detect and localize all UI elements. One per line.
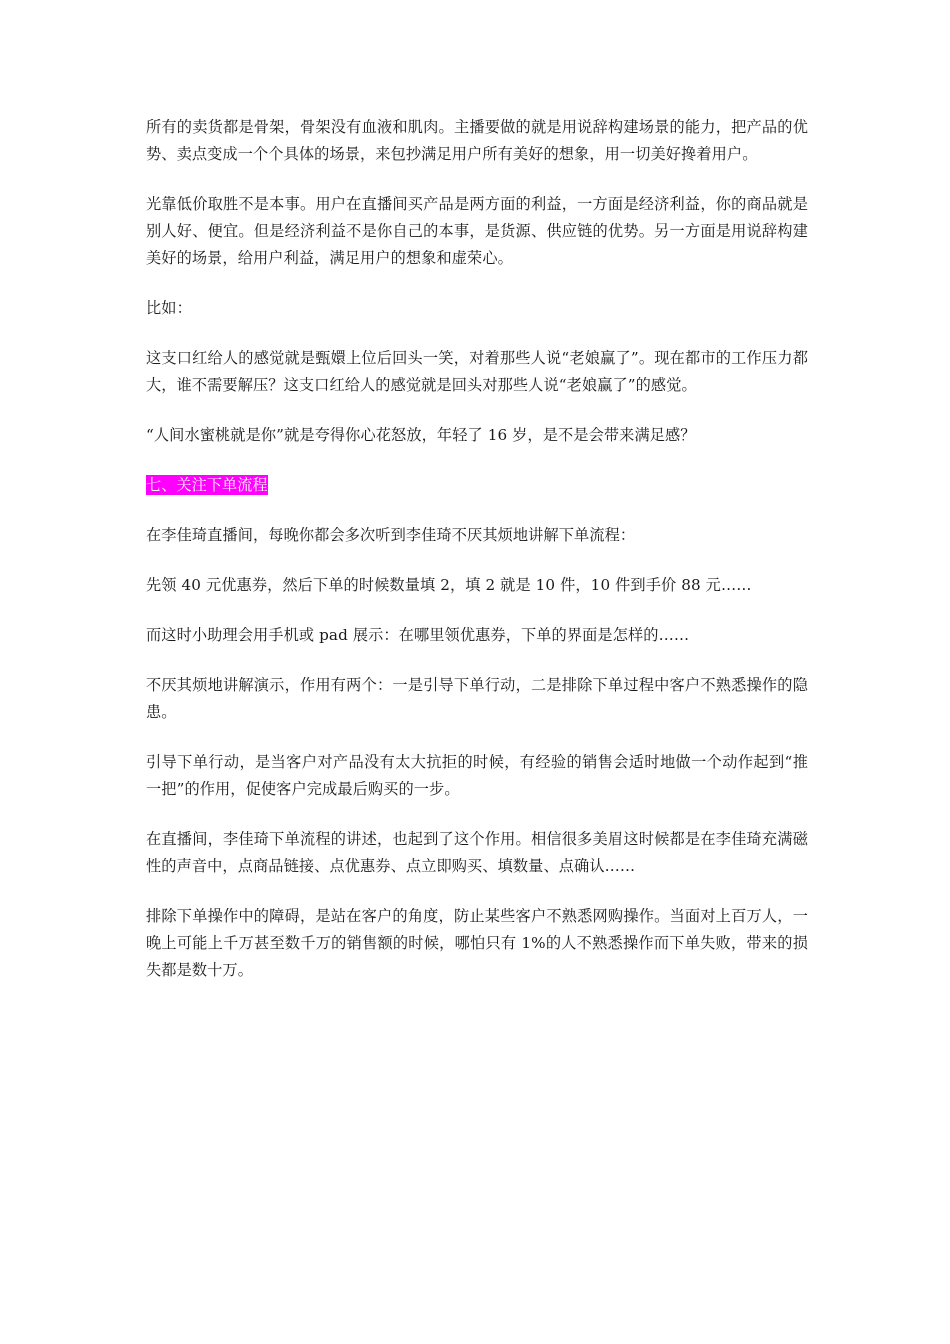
section-heading: 七、关注下单流程 — [146, 476, 268, 494]
paragraph-for-example: 比如： — [146, 299, 192, 317]
paragraph-livestream-intro: 在李佳琦直播间，每晚你都会多次听到李佳琦不厌其烦地讲解下单流程： — [146, 526, 636, 544]
paragraph-guide-order: 引导下单行动，是当客户对产品没有太大抗拒的时候，有经验的销售会适时地做一个动作起到“推一把”的作用，促使客户完成最后购买的一步。 — [146, 753, 808, 798]
document-page — [146, 114, 808, 1007]
paragraph-low-price: 光靠低价取胜不是本事。用户在直播间买产品是两方面的利益，一方面是经济利益，你的商品就是别人好、便宜。但是经济利益不是你自己的本事，是货源、供应链的优势。另一方面是用说辞构建美好的场景，给用户利益，满足用户的想象和虚荣心。 — [146, 195, 808, 267]
paragraph-in-livestream: 在直播间，李佳琦下单流程的讲述，也起到了这个作用。相信很多美眉这时候都是在李佳琦充满磁性的声音中，点商品链接、点优惠券、点立即购买、填数量、点确认…… — [146, 830, 808, 875]
paragraph-coupon-steps: 先领 40 元优惠券，然后下单的时候数量填 2，填 2 就是 10 件，10 件到手价 88 元…… — [146, 576, 752, 594]
paragraph-skeleton: 所有的卖货都是骨架，骨架没有血液和肌肉。主播要做的就是用说辞构建场景的能力，把产品的优势、卖点变成一个个具体的场景，来包抄满足用户所有美好的想象，用一切美好搀着用户。 — [146, 118, 808, 163]
paragraph-assistant-demo: 而这时小助理会用手机或 pad 展示：在哪里领优惠券，下单的界面是怎样的…… — [146, 626, 690, 644]
section-heading-wrap — [146, 472, 808, 499]
paragraph-remove-obstacles: 排除下单操作中的障碍，是站在客户的角度，防止某些客户不熟悉网购操作。当面对上百万人，一晚上可能上千万甚至数千万的销售额的时候，哪怕只有 1%的人不熟悉操作而下单失败，带来的损失都是数十万。 — [146, 907, 808, 979]
paragraph-two-purposes: 不厌其烦地讲解演示，作用有两个：一是引导下单行动，二是排除下单过程中客户不熟悉操作的隐患。 — [146, 676, 808, 721]
paragraph-peach: “人间水蜜桃就是你”就是夸得你心花怒放，年轻了 16 岁，是不是会带来满足感？ — [146, 426, 696, 444]
paragraph-lipstick: 这支口红给人的感觉就是甄嬛上位后回头一笑，对着那些人说“老娘赢了”。现在都市的工作压力都大，谁不需要解压？这支口红给人的感觉就是回头对那些人说“老娘赢了”的感觉。 — [146, 349, 808, 394]
